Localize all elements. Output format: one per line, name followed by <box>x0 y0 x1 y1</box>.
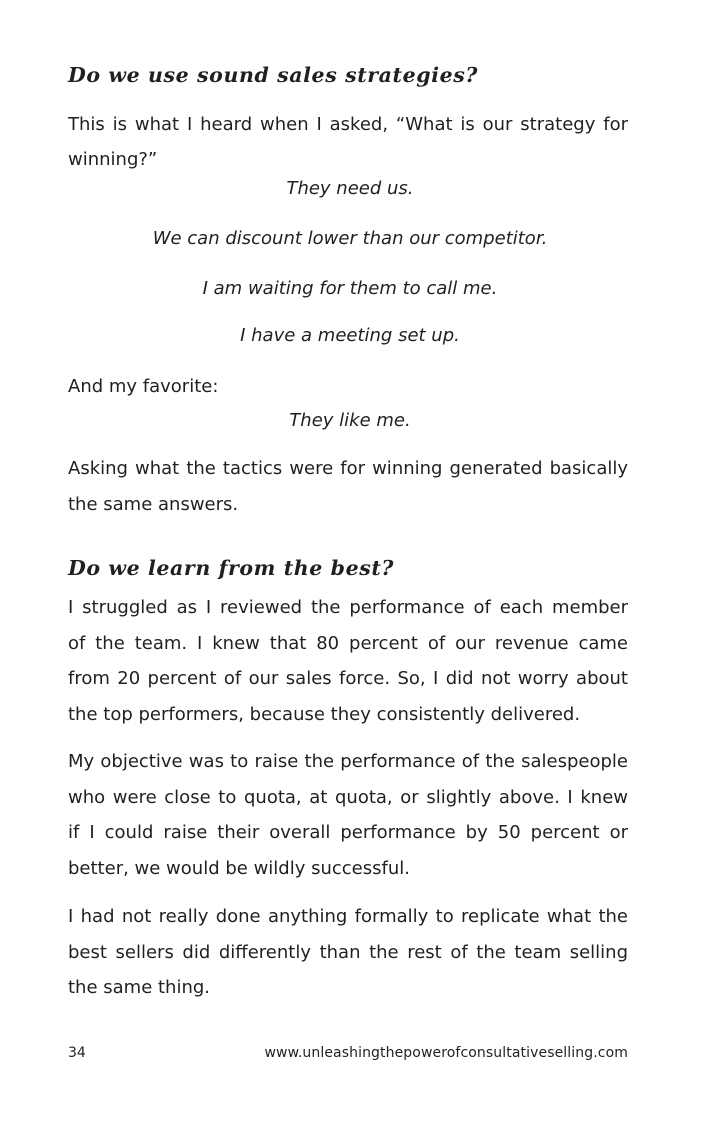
section-heading-strategies: Do we use sound sales strategies? <box>68 63 478 87</box>
tactics-paragraph <box>68 451 628 522</box>
paragraph-objective <box>68 744 628 886</box>
text-line: from 20 percent of our sales force. So, I did not worry about <box>68 668 628 689</box>
quote-they-need-us: They need us. <box>286 178 414 199</box>
text-line: the top performers, because they consistently delivered. <box>68 703 581 725</box>
paragraph-struggled <box>68 590 628 732</box>
page-number: 34 <box>68 1045 86 1061</box>
text-line: And my favorite: <box>68 376 219 397</box>
favorite-label <box>68 369 628 405</box>
quote-waiting: I am waiting for them to call me. <box>202 278 498 299</box>
quote-discount: We can discount lower than our competitor. <box>152 228 548 249</box>
text-line: I struggled as I reviewed the performance of each member <box>68 597 628 618</box>
text-line: This is what I heard when I asked, “What is our strategy for <box>68 114 628 135</box>
text-line: who were close to quota, at quota, or slightly above. I knew <box>68 786 628 808</box>
paragraph-replicate <box>68 899 628 1006</box>
text-line: the same answers. <box>68 493 239 515</box>
text-line: better, we would be wildly successful. <box>68 857 410 879</box>
text-line: winning?” <box>68 148 158 170</box>
text-line: the same thing. <box>68 977 211 998</box>
quote-they-like-me: They like me. <box>289 410 411 431</box>
text-line: Asking what the tactics were for winning generated basically <box>68 458 628 479</box>
section-heading-learn-from-best: Do we learn from the best? <box>68 556 395 580</box>
text-line: My objective was to raise the performance of the salespeople <box>68 751 628 772</box>
text-line: of the team. I knew that 80 percent of our revenue came <box>68 632 628 654</box>
text-line: if I could raise their overall performance by 50 percent or <box>68 822 628 843</box>
footer-url: www.unleashingthepowerofconsultativeselling.com <box>264 1045 628 1061</box>
text-line: I had not really done anything formally to replicate what the <box>68 906 628 927</box>
quote-meeting: I have a meeting set up. <box>240 325 460 346</box>
text-line: best sellers did differently than the rest of the team selling <box>68 941 628 963</box>
intro-paragraph <box>68 107 628 177</box>
